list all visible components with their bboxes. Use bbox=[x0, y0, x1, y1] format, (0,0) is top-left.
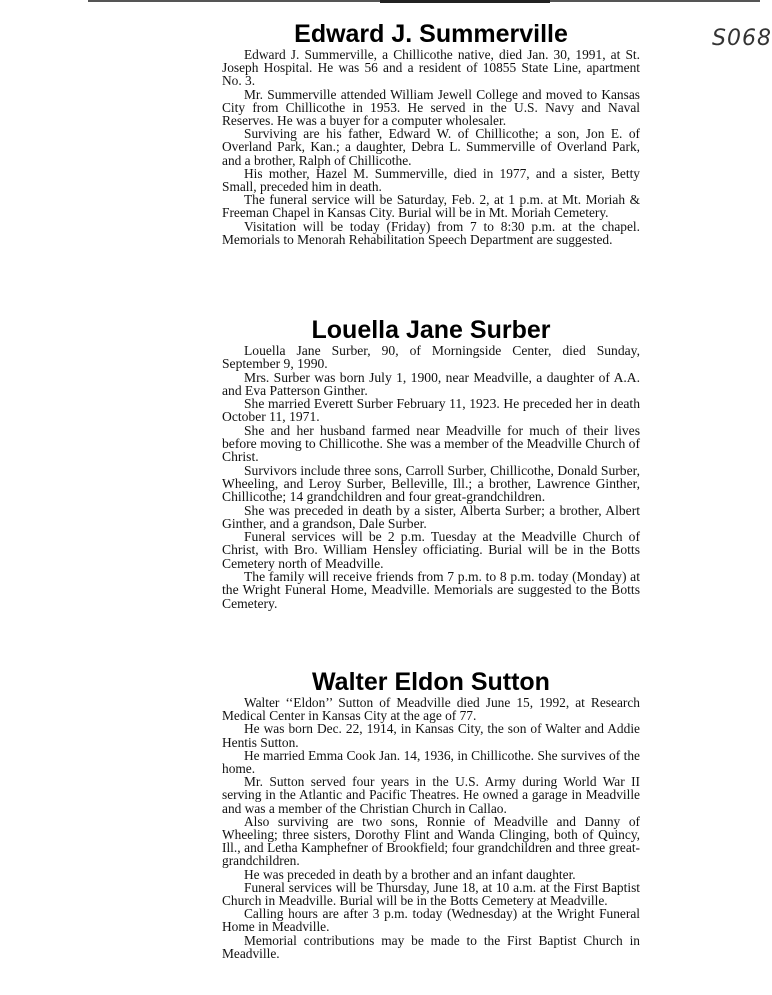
clipping-edge bbox=[380, 0, 550, 3]
paragraph: She and her husband farmed near Meadville for much of their lives before moving to Chillicothe. She was a member of the Meadville Church of Christ. bbox=[222, 422, 640, 465]
obituary-title: Louella Jane Surber bbox=[311, 316, 551, 344]
handwritten-note: S068 bbox=[712, 26, 772, 51]
paragraph: She was preceded in death by a sister, Alberta Surber; a brother, Albert Ginther, and a grandson, Dale Surber. bbox=[222, 502, 640, 531]
obituary-title: Edward J. Summerville bbox=[294, 20, 568, 48]
paragraph: Also surviving are two sons, Ronnie of Meadville and Danny of Wheeling; three sisters, Dorothy Flint and Wanda Clinging, both of Quincy, Ill., and Letha Kamphefner of Brookfield; four grandchildren and three great-grandchildren. bbox=[222, 813, 640, 869]
paragraph: He was preceded in death by a brother and an infant daughter. bbox=[244, 866, 576, 882]
paragraph: Survivors include three sons, Carroll Surber, Chillicothe, Donald Surber, Wheeling, and Leroy Surber, Belleville, Ill.; a brother, Lawrence Ginther, Chillicothe; 14 grandchildren and four great-grandchildren. bbox=[222, 462, 640, 505]
paragraph: His mother, Hazel M. Summerville, died in 1977, and a sister, Betty Small, preceded him in death. bbox=[222, 165, 640, 195]
paragraph: Funeral services will be 2 p.m. Tuesday at the Meadville Church of Christ, with Bro. William Hensley officiating. Burial will be in the Botts Cemetery north of Meadville. bbox=[222, 529, 640, 571]
obituary-title: Walter Eldon Sutton bbox=[312, 668, 550, 696]
paragraph: Edward J. Summerville, a Chillicothe native, died Jan. 30, 1991, at St. Joseph Hospital. He was 56 and a resident of 10855 State Line, apartment No. 3. bbox=[222, 47, 640, 89]
obituary-sutton bbox=[222, 668, 640, 960]
paragraph: Louella Jane Surber, 90, of Morningside Center, died Sunday, September 9, 1990. bbox=[222, 343, 640, 372]
paragraph: Memorial contributions may be made to the First Baptist Church in Meadville. bbox=[222, 932, 640, 961]
paragraph: Calling hours are after 3 p.m. today (Wednesday) at the Wright Funeral Home in Meadville. bbox=[222, 906, 640, 935]
obituary-surber bbox=[222, 316, 640, 610]
obituary-summerville bbox=[222, 20, 640, 246]
paragraph: Walter ‘‘Eldon’’ Sutton of Meadville died June 15, 1992, at Research Medical Center in Kansas City at the age of 77. bbox=[222, 695, 640, 724]
paragraph: Mrs. Surber was born July 1, 1900, near Meadville, a daughter of A.A. and Eva Patterson Ginther. bbox=[222, 369, 640, 398]
paragraph: Mr. Summerville attended William Jewell College and moved to Kansas City from Chillicothe in 1953. He served in the U.S. Navy and Naval Reserves. He was a buyer for a computer wholesaler. bbox=[222, 86, 640, 129]
paragraph: The funeral service will be Saturday, Feb. 2, at 1 p.m. at Mt. Moriah & Freeman Chapel in Kansas City. Burial will be in Mt. Moriah Cemetery. bbox=[222, 192, 640, 221]
paragraph: She married Everett Surber February 11, 1923. He preceded her in death October 11, 1971. bbox=[222, 396, 640, 425]
paragraph: He married Emma Cook Jan. 14, 1936, in Chillicothe. She survives of the home. bbox=[222, 747, 640, 777]
paragraph: Funeral services will be Thursday, June 18, at 10 a.m. at the First Baptist Church in Meadville. Burial will be in the Botts Cemetery at Meadville. bbox=[222, 879, 640, 909]
paragraph: He was born Dec. 22, 1914, in Kansas City, the son of Walter and Addie Hentis Sutton. bbox=[222, 721, 640, 750]
paragraph: The family will receive friends from 7 p.m. to 8 p.m. today (Monday) at the Wright Funeral Home, Meadville. Memorials are suggested to the Botts Cemetery. bbox=[222, 569, 640, 611]
paragraph: Mr. Sutton served four years in the U.S. Army during World War II serving in the Atlantic and Pacific Theatres. He owned a garage in Meadville and was a member of the Christian Church in Callao. bbox=[222, 774, 640, 816]
paragraph: Surviving are his father, Edward W. of Chillicothe; a son, Jon E. of Overland Park, Kan.; a daughter, Debra L. Summerville of Overland Park, and a brother, Ralph of Chillicothe. bbox=[222, 126, 640, 168]
paragraph: Visitation will be today (Friday) from 7 to 8:30 p.m. at the chapel. Memorials to Menorah Rehabilitation Speech Department are suggested. bbox=[222, 218, 640, 247]
